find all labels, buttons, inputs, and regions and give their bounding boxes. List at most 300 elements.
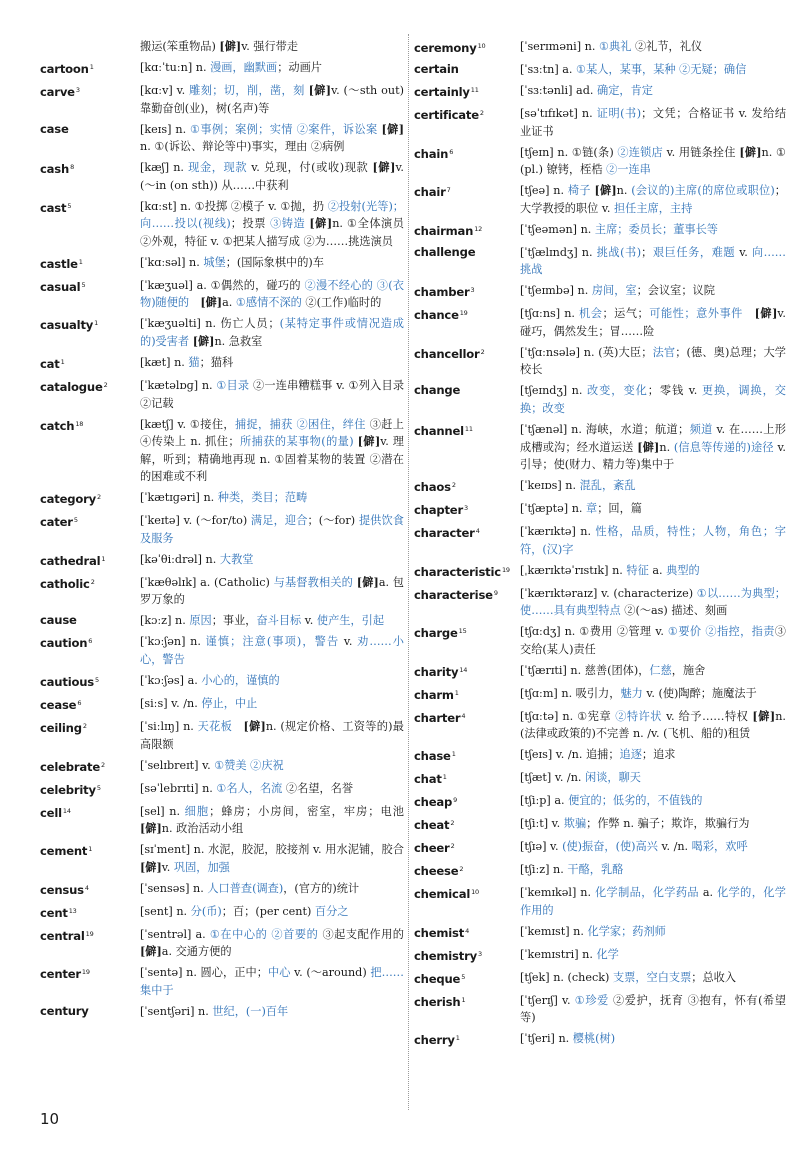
page-number: 10 — [40, 1110, 60, 1128]
headword — [414, 523, 516, 558]
frequency-count: 1 — [60, 358, 65, 367]
definition-text: v. — [161, 860, 174, 874]
definition-text: ；动画片 — [277, 60, 322, 74]
dictionary-entry — [414, 838, 786, 858]
key-meaning: (会议的)主席(的席位或职位) — [631, 184, 775, 198]
dictionary-entry — [40, 315, 404, 350]
frequency-count: 2 — [82, 722, 87, 730]
headword-text: caution — [40, 636, 88, 651]
dictionary-entry — [40, 780, 404, 800]
headword — [414, 344, 516, 379]
dictionary-entry — [414, 38, 786, 58]
headword-text: census — [40, 882, 84, 897]
key-meaning: 天花板 — [197, 720, 233, 733]
key-meaning: 所捕获的某事物(的量) — [239, 435, 354, 449]
definition-text: [ˈkeɪtə] v. (～for/to) — [140, 514, 251, 528]
definition — [520, 344, 786, 379]
headword-text: challenge — [414, 244, 476, 259]
key-meaning: 化学制品，化学药品 — [594, 886, 699, 900]
frequency-count: 2 — [450, 819, 455, 828]
headword-text: cell — [40, 805, 62, 820]
dictionary-entry — [414, 244, 786, 279]
definition-text: [sel] n. — [140, 804, 185, 818]
dictionary-entry — [40, 880, 404, 900]
definition-text: ；猫科 — [199, 356, 234, 370]
dictionary-entry — [40, 82, 404, 117]
definition-text: [ˈtʃæptə] n. — [520, 502, 587, 516]
frequency-count: 5 — [95, 676, 99, 685]
definition — [520, 992, 786, 1027]
definition-text: n. 政治活动小组 — [161, 822, 244, 836]
definition-text: ；(德、奥)总理；大学校长 — [520, 345, 786, 377]
definition — [140, 277, 404, 312]
frequency-count: 18 — [75, 419, 84, 428]
headword — [414, 969, 516, 989]
headword — [414, 838, 516, 858]
definition — [520, 623, 786, 658]
definition-text: ，施舍 — [671, 663, 706, 677]
frequency-count: 1 — [88, 845, 93, 854]
rare-usage-tag: [僻] — [754, 306, 778, 321]
key-meaning: 向……挑战 — [520, 245, 786, 277]
frequency-count: 2 — [451, 481, 456, 490]
definition-text: [ˈkærɪktəraɪz] v. (characterize) — [520, 586, 697, 600]
definition — [140, 198, 404, 251]
frequency-count: 13 — [68, 906, 77, 915]
key-meaning: 性格，品质，特性；人物，角色；字符，(汉)字 — [520, 525, 786, 556]
definition-text: [ˈkætɪɡəri] n. — [140, 491, 218, 505]
dictionary-entry — [40, 718, 404, 753]
key-meaning: ①以……为典型；使……具有典型特点 — [520, 586, 786, 618]
definition-text: ；零钱 v. — [647, 384, 702, 398]
headword-text: celebrity — [40, 782, 96, 797]
definition-text: ②礼节，礼仪 — [631, 40, 703, 53]
headword — [40, 926, 136, 961]
definition-text: ②(工作)临时的 — [301, 296, 382, 310]
dictionary-entry — [414, 523, 786, 558]
headword-text: catalogue — [40, 380, 103, 394]
definition — [140, 718, 404, 753]
definition — [520, 946, 786, 966]
headword — [414, 221, 516, 241]
dictionary-entry — [414, 61, 786, 79]
definition-text: [ˈsentə] n. 圆心，正中； — [140, 966, 268, 980]
frequency-count: 2 — [479, 108, 484, 117]
definition — [140, 254, 404, 274]
frequency-count: 1 — [101, 554, 106, 563]
definition-text: [ˈsiːlɪŋ] n. — [140, 720, 198, 733]
definition-text: [tʃɑːns] n. — [520, 307, 580, 321]
key-meaning: ②漫不经心的 ③(衣物)随便的 — [140, 278, 405, 310]
frequency-count: 19 — [459, 309, 468, 318]
right-column — [414, 38, 786, 1053]
definition — [140, 121, 404, 156]
dictionary-entry — [40, 489, 404, 509]
dictionary-entry — [40, 38, 404, 56]
definition-text: [tʃɑːtə] n. ①宪章 — [520, 709, 616, 723]
headword-text: cat — [40, 357, 60, 372]
dictionary-entry — [40, 903, 404, 923]
definition-text: [səˈtɪfɪkət] n. — [520, 106, 597, 120]
definition-text: [ˈtʃɑːnsələ] n. (英)大臣； — [520, 345, 653, 359]
key-meaning: 改变，变化 — [586, 384, 648, 398]
headword — [40, 574, 136, 609]
definition-text: [ˈkɑːsəl] n. — [140, 255, 204, 269]
frequency-count: 11 — [464, 424, 473, 433]
headword-text: ceremony — [414, 41, 477, 55]
definition-text: n. ①全体演员 ②外观，特征 v. ①把某人描写成 ②为……挑选演员 — [140, 217, 404, 248]
dictionary-entry — [40, 1003, 404, 1021]
key-meaning: ①要价 ②指控，指责 — [667, 625, 775, 639]
definition — [140, 964, 404, 999]
frequency-count: 12 — [474, 224, 483, 233]
definition — [520, 244, 786, 279]
headword — [414, 946, 516, 966]
definition-text: [ˈtʃærɪti] n. 慈善(团体)， — [520, 663, 650, 677]
headword — [40, 695, 136, 715]
headword-text: cheer — [414, 841, 450, 856]
definition-text: n. ①(pl.) 镣铐，桎梏 — [520, 145, 787, 177]
headword — [414, 144, 516, 179]
definition-text: [kætʃ] v. ①接住， — [140, 417, 235, 431]
headword — [40, 59, 136, 79]
dictionary-entry — [414, 746, 786, 766]
key-meaning: ②连锁店 — [617, 145, 663, 159]
definition-text: v. (～in (on sth)) 从……中获利 — [140, 161, 404, 192]
key-meaning: ②投射(光等)；向……投以(视线) — [140, 199, 404, 231]
definition-text: ③赶上 ④传染上 n. 抓住； — [140, 417, 404, 449]
definition-text: v. 理解，听到；精确地再现 n. ①固着某物的装置 ②潜在的困难或不利 — [140, 435, 404, 484]
definition-text: v. — [735, 245, 752, 259]
definition-text: ②爱护，抚育 ③抱有，怀有(希望等) — [520, 993, 786, 1025]
definition-text: n. — [616, 184, 632, 198]
headword — [40, 612, 136, 630]
headword-text: chair — [414, 185, 446, 200]
definition-text: [ˈselɪbreɪt] v. — [140, 758, 215, 772]
key-meaning: 证明(书) — [596, 106, 642, 120]
rare-usage-tag: [僻] — [243, 719, 266, 733]
definition-text: [tʃæt] v. /n. — [520, 771, 586, 785]
definition-text: [ˈsɜːtn] a. — [520, 62, 577, 76]
frequency-count: 6 — [88, 637, 93, 646]
headword — [414, 282, 516, 302]
headword-text: cash — [40, 162, 70, 177]
headword-text: cease — [40, 698, 77, 713]
key-meaning: ①事例；案例；实情 ②案件，诉讼案 — [190, 122, 378, 136]
key-meaning: ①感情不深的 — [235, 296, 302, 310]
definition-text: n. (法律或政策的)不完善 n. /v. (飞机、船的)租赁 — [520, 709, 786, 741]
key-meaning: 主席；委员长；董事长等 — [594, 222, 718, 236]
headword-text: chemist — [414, 925, 465, 940]
definition — [520, 923, 786, 943]
key-meaning: 百分之 — [314, 904, 349, 918]
definition — [140, 377, 404, 412]
key-meaning: 干酪，乳酪 — [567, 863, 624, 877]
key-meaning: 提供饮食及服务 — [140, 514, 404, 545]
headword — [40, 489, 136, 509]
key-meaning: ①在中心的 ②首要的 — [209, 927, 319, 941]
frequency-count: 5 — [461, 972, 466, 981]
rare-usage-tag: [僻] — [357, 434, 381, 449]
definition-text: ；投票 — [230, 217, 271, 231]
key-meaning: 原因 — [189, 614, 212, 628]
definition-text: ；百；(per cent) — [221, 904, 315, 918]
frequency-count: 4 — [465, 926, 470, 935]
headword — [40, 315, 136, 350]
headword — [414, 182, 516, 217]
left-column — [40, 38, 404, 1024]
definition-text: [ˈkɔːʃən] n. — [140, 635, 206, 649]
definition-text: [ˈtʃeɪmbə] n. — [520, 284, 592, 298]
frequency-count: 3 — [75, 85, 80, 94]
key-meaning: ①赞美 ②庆祝 — [214, 758, 284, 772]
definition — [140, 489, 404, 509]
definition-text: ；文凭；合格证书 v. 发给结业证书 — [520, 106, 787, 138]
key-meaning: 混乱，紊乱 — [579, 479, 636, 493]
key-meaning: 章 — [586, 502, 598, 516]
definition-text: [ˈkemɪstri] n. — [520, 947, 597, 961]
dictionary-entry — [40, 416, 404, 486]
frequency-count: 2 — [459, 865, 464, 874]
dictionary-entry — [40, 377, 404, 412]
headword-text: celebrate — [40, 759, 101, 774]
definition — [520, 838, 786, 858]
dictionary-entry — [40, 757, 404, 777]
key-meaning: 雕刻；切，削，凿，刻 — [189, 83, 305, 97]
definition — [520, 182, 786, 217]
dictionary-entry — [414, 382, 786, 417]
definition — [140, 416, 404, 486]
headword — [414, 685, 516, 705]
rare-usage-tag: [僻] — [381, 121, 404, 136]
definition-text: [tʃeɪndʒ] n. — [520, 384, 587, 398]
dictionary-entry — [40, 59, 404, 79]
key-meaning: ①目录 — [216, 379, 250, 392]
dictionary-entry — [414, 861, 786, 881]
frequency-count: 4 — [461, 711, 466, 720]
headword — [414, 1030, 516, 1050]
key-meaning: 化学 — [596, 947, 619, 961]
definition — [520, 562, 786, 582]
definition — [520, 500, 786, 520]
definition-text: [tʃiːt] v. — [520, 817, 564, 831]
frequency-count: 5 — [96, 783, 101, 792]
key-meaning: 使产生，引起 — [316, 614, 385, 628]
key-meaning: 大教堂 — [219, 552, 254, 566]
key-meaning: 樱桃(树) — [572, 1032, 616, 1046]
definition — [520, 105, 786, 140]
definition-text: v. 强行带走 — [241, 40, 299, 53]
key-meaning: 典型的 — [666, 563, 700, 577]
headword — [40, 1003, 136, 1021]
definition-text: [ˈtʃeəmən] n. — [520, 222, 595, 236]
dictionary-entry — [414, 946, 786, 966]
key-meaning: 把……集中于 — [140, 966, 404, 997]
headword-text: center — [40, 967, 81, 982]
definition-text: [sɪˈment] n. 水泥，胶泥，胶接剂 v. 用水泥铺，胶合 — [140, 843, 404, 857]
key-meaning: 人口普查(调查) — [207, 881, 284, 895]
key-meaning: 停止，中止 — [201, 697, 258, 711]
definition-text: v. (使)陶醉；施魔法于 — [642, 686, 757, 700]
dictionary-entry — [40, 803, 404, 838]
definition — [520, 708, 786, 743]
headword-text: characterise — [414, 587, 493, 602]
definition-text — [232, 720, 243, 733]
headword — [40, 633, 136, 668]
frequency-count: 9 — [493, 588, 498, 597]
definition-text: v. (～sth out) 靠勤奋创(业)，树(名声)等 — [140, 83, 404, 115]
definition — [520, 884, 786, 919]
definition-text: ；作弊 n. 骗子；欺诈，欺骗行为 — [586, 817, 750, 831]
frequency-count: 14 — [62, 806, 71, 815]
dictionary-entry — [414, 500, 786, 520]
key-meaning: 确定，肯定 — [597, 83, 653, 97]
definition-text: [ˈkeɪɒs] n. — [520, 479, 580, 493]
definition-text: [ˈtʃælɪndʒ] n. — [520, 245, 597, 259]
definition-text: [ˈsensəs] n. — [140, 881, 208, 895]
definition-text: [ˈtʃerɪʃ] v. — [520, 993, 575, 1007]
frequency-count: 19 — [85, 929, 94, 938]
definition-text: [ˈkæʒuəlti] n. 伤亡人员； — [140, 317, 280, 331]
key-meaning: 法官 — [652, 345, 676, 359]
rare-usage-tag: [僻] — [637, 439, 660, 454]
definition-text: a. 包罗万象的 — [140, 575, 404, 607]
frequency-count: 2 — [101, 760, 105, 769]
headword-text: cherry — [414, 1033, 455, 1048]
definition — [520, 477, 786, 497]
definition-text: [ˈkæʒuəl] a. ①偶然的，碰巧的 — [140, 278, 305, 292]
definition-text: ；运气； — [602, 307, 649, 321]
key-meaning: 闲谈，聊天 — [585, 771, 641, 785]
dictionary-entry — [40, 551, 404, 571]
definition — [140, 551, 404, 571]
key-meaning: ②一连串 — [606, 163, 651, 177]
rare-usage-tag: [僻] — [219, 39, 242, 53]
dictionary-entry — [414, 585, 786, 620]
rare-usage-tag: [僻] — [372, 160, 396, 175]
definition — [520, 746, 786, 766]
definition — [140, 926, 404, 961]
key-meaning: 谨慎；注意(事项)，警告 — [205, 635, 340, 649]
headword-text: chat — [414, 772, 442, 787]
headword — [414, 923, 516, 943]
key-meaning: 仁慈 — [649, 663, 672, 677]
key-meaning: ①某人，某事，某种 ②无疑；确信 — [576, 62, 747, 76]
definition — [140, 59, 404, 79]
definition-text: v. (～around) — [290, 966, 371, 980]
frequency-count: 9 — [453, 796, 458, 805]
headword-text: characteristic — [414, 564, 501, 579]
key-meaning: 捕捉，捕获 ②困住，绊住 — [234, 417, 366, 431]
dictionary-entry — [414, 221, 786, 241]
rare-usage-tag: [僻] — [752, 708, 776, 723]
definition-text: [səˈlebrɪti] n. — [140, 781, 217, 795]
frequency-count: 2 — [90, 577, 95, 586]
dictionary-entry — [414, 182, 786, 217]
frequency-count: 5 — [81, 280, 86, 289]
frequency-count: 1 — [78, 257, 83, 266]
definition-text: a. — [698, 886, 718, 900]
headword-text: chamber — [414, 285, 470, 300]
headword — [40, 880, 136, 900]
frequency-count: 1 — [442, 773, 447, 782]
key-meaning: 欺骗 — [563, 817, 587, 831]
dictionary-entry — [40, 612, 404, 630]
headword — [414, 244, 516, 279]
frequency-count: 19 — [81, 968, 90, 977]
definition-text: [tʃiːz] n. — [520, 863, 568, 877]
definition — [140, 82, 404, 117]
dictionary-entry — [414, 344, 786, 379]
definition — [520, 144, 786, 179]
key-meaning: (使)振奋，(使)高兴 — [562, 840, 658, 854]
headword-text: charter — [414, 710, 461, 725]
frequency-count: 6 — [77, 699, 82, 708]
frequency-count: 2 — [480, 347, 485, 356]
frequency-count: 8 — [70, 163, 74, 172]
definition — [140, 633, 404, 668]
definition-text: ；会议室；议院 — [636, 284, 715, 298]
frequency-count: 1 — [451, 750, 456, 759]
definition-text: ；(～for) — [307, 514, 359, 528]
definition-text: ②一连串糟糕事 v. ①列入目录 ②记载 — [140, 379, 405, 410]
definition-text: [ˈkemɪst] n. — [520, 924, 588, 938]
dictionary-entry — [40, 159, 404, 194]
rare-usage-tag: [僻] — [308, 82, 332, 97]
key-meaning: 中心 — [267, 966, 291, 980]
headword — [414, 861, 516, 881]
definition-text: v. — [301, 614, 317, 628]
frequency-count: 2 — [103, 381, 108, 389]
definition-text: [ˈsentʃəri] n. — [140, 1004, 213, 1018]
headword-text: chase — [414, 749, 451, 764]
headword-text: casualty — [40, 318, 94, 333]
definition — [140, 672, 404, 692]
headword — [414, 884, 516, 919]
dictionary-entry — [40, 633, 404, 668]
headword-text: cheap — [414, 795, 453, 810]
definition-text: 搬运(笨重物品) — [140, 40, 220, 53]
definition-text: [siːs] v. /n. — [140, 697, 202, 711]
definition-text: ③交给(某人)责任 — [520, 625, 786, 656]
definition — [520, 38, 786, 58]
key-meaning: 挑战(书) — [596, 245, 642, 259]
definition-text: [kəˈθiːdrəl] n. — [140, 552, 220, 566]
definition-text: [ˈkæθəlɪk] a. (Catholic) — [140, 575, 274, 589]
definition-text: ；(国际象棋中的)车 — [225, 255, 324, 269]
dictionary-entry — [40, 254, 404, 274]
definition-text: [ˈkemɪkəl] n. — [520, 886, 595, 900]
key-meaning: 与基督教相关的 — [273, 575, 354, 589]
rare-usage-tag: [僻] — [192, 334, 215, 349]
headword — [414, 562, 516, 582]
headword-text: chapter — [414, 503, 463, 518]
headword — [40, 82, 136, 117]
frequency-count: 7 — [446, 186, 451, 195]
key-meaning: 频道 — [689, 422, 713, 436]
headword-text: chemical — [414, 887, 471, 902]
definition-text: a. — [648, 563, 667, 577]
dictionary-entry — [40, 574, 404, 609]
dictionary-entry — [414, 923, 786, 943]
dictionary-entry — [414, 282, 786, 302]
definition-text: ②(～as) 描述、刻画 — [620, 604, 728, 618]
definition-text: [ˌkærɪktəˈrɪstɪk] n. — [520, 563, 627, 577]
headword-text: category — [40, 492, 97, 507]
definition-text: ；追求 — [641, 748, 676, 762]
key-meaning: ③铸造 — [270, 217, 306, 231]
dictionary-entry — [414, 792, 786, 812]
